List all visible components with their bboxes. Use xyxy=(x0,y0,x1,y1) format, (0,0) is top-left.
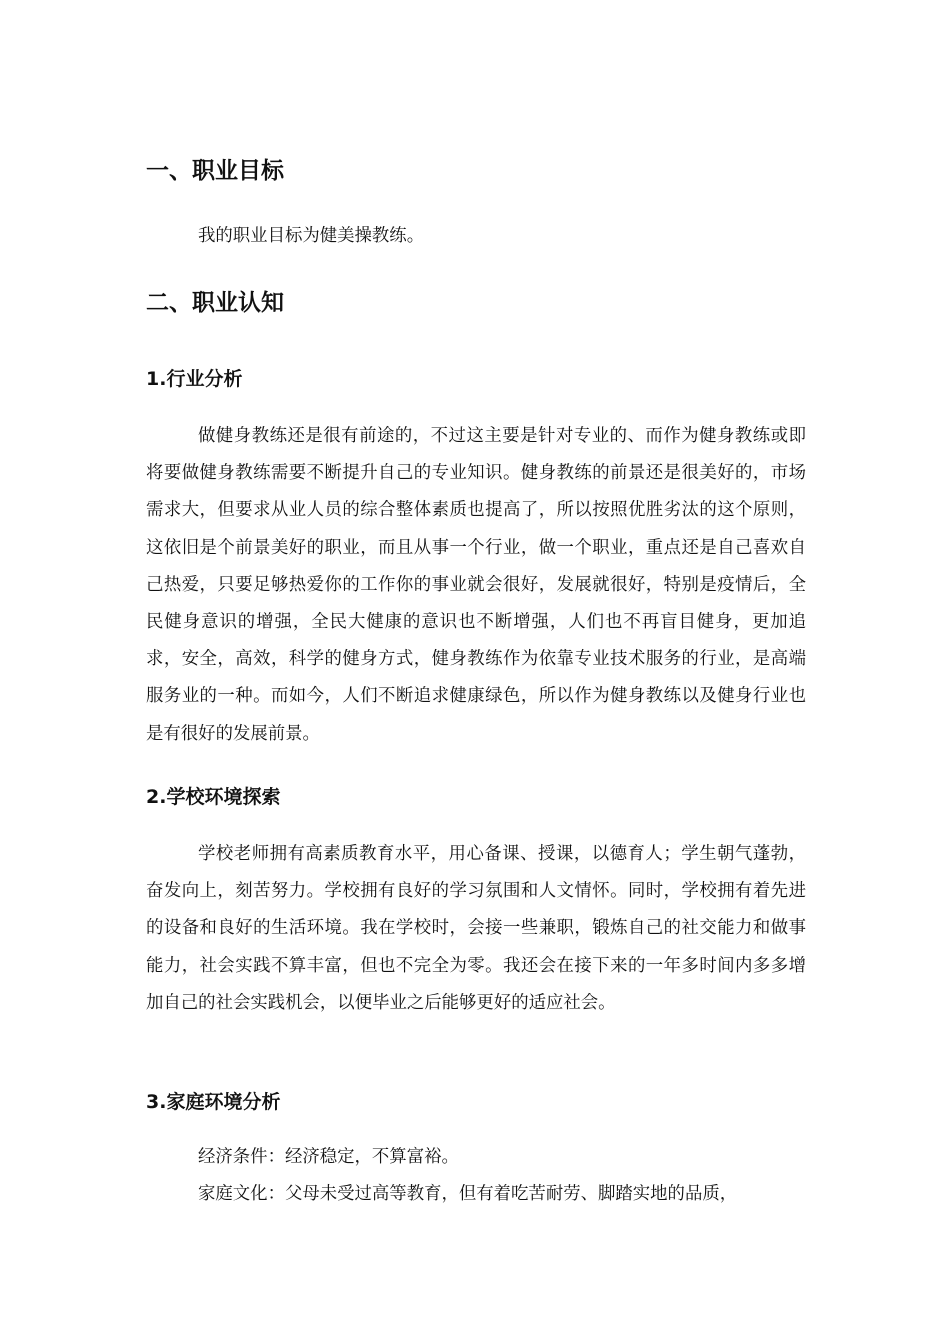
family-economic-text: 经济条件：经济稳定，不算富裕。 xyxy=(198,1147,459,1167)
industry-analysis-paragraph: 做健身教练还是很有前途的，不过这主要是针对专业的、而作为健身教练或即将要做健身教练需要不断提升自己的专业知识。健身教练的前景还是很美好的，市场需求大，但要求从业人员的综合整体素质也提高了，所以按照优胜劣汰的这个原则，这依旧是个前景美好的职业，而且从事一个行业，做一个职业，重点还是自己喜欢自己热爱，只要足够热爱你的工作你的事业就会很好，发展就很好，特别是疫情后，全民健身意识的增强，全民大健康的意识也不断增强，人们也不再盲目健身，更加追求，安全，高效，科学的健身方式，健身教练作为依靠专业技术服务的行业，是高端服务业的一种。而如今，人们不断追求健康绿色，所以作为健身教练以及健身行业也是有很好的发展前景。 xyxy=(146,426,806,744)
heading-career-cognition: 二、职业认知 xyxy=(146,290,284,316)
school-environment-paragraph: 学校老师拥有高素质教育水平，用心备课、授课，以德育人；学生朝气蓬勃，奋发向上，刻苦努力。学校拥有良好的学习氛围和人文情怀。同时，学校拥有着先进的设备和良好的生活环境。我在学校时，会接一些兼职，锻炼自己的社交能力和做事能力，社会实践不算丰富，但也不完全为零。我还会在接下来的一年多时间内多多增加自己的社会实践机会，以便毕业之后能够更好的适应社会。 xyxy=(146,844,806,1013)
heading-school-environment: 2.学校环境探索 xyxy=(146,786,281,808)
heading-career-goal: 一、职业目标 xyxy=(146,158,284,184)
heading-industry-analysis: 1.行业分析 xyxy=(146,368,243,390)
family-culture-text: 家庭文化：父母未受过高等教育，但有着吃苦耐劳、脚踏实地的品质， xyxy=(198,1184,738,1204)
heading-family-environment: 3.家庭环境分析 xyxy=(146,1091,281,1113)
career-goal-text: 我的职业目标为健美操教练。 xyxy=(198,226,425,246)
